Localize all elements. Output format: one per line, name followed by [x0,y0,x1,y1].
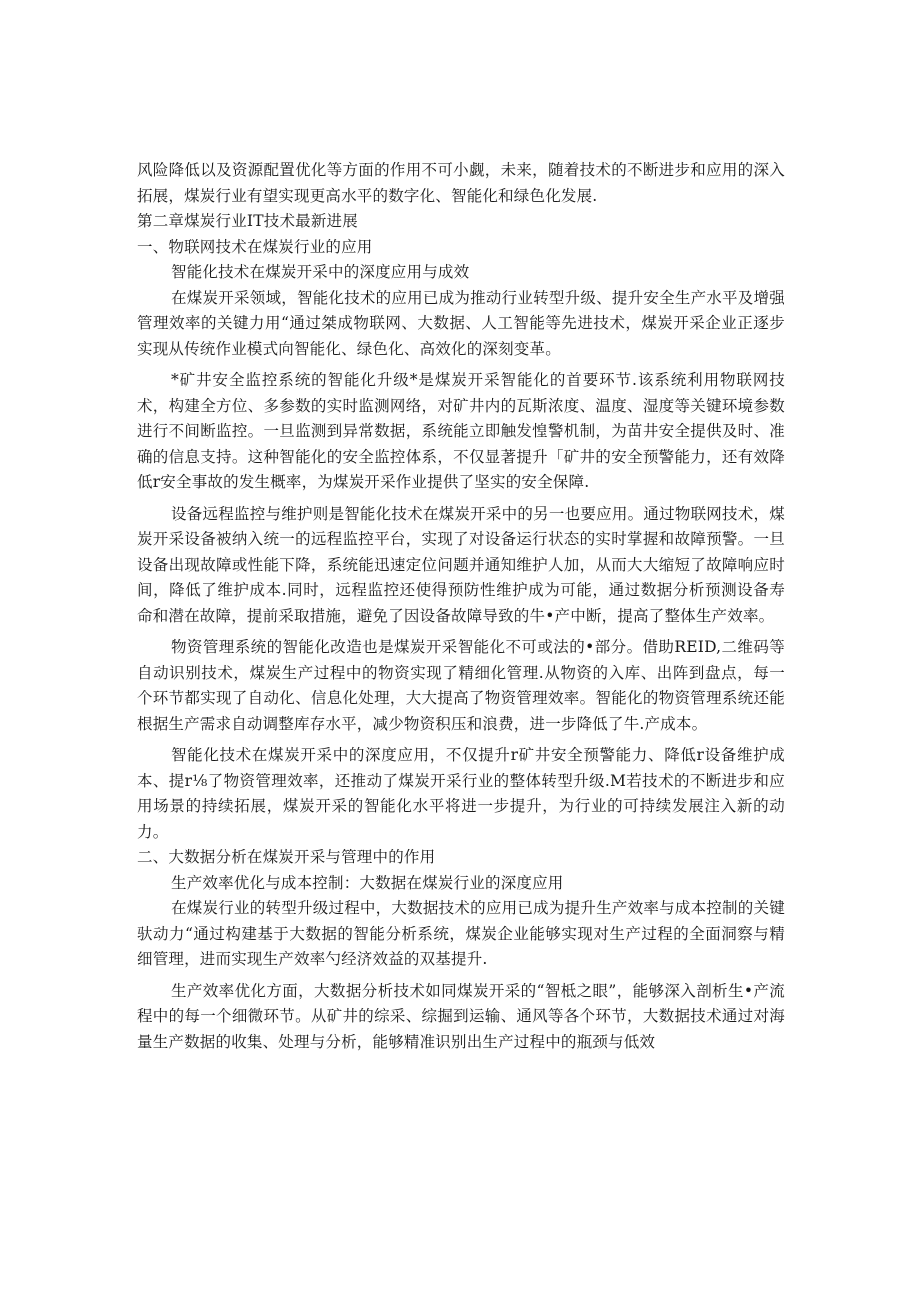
subsection-heading-intelligent-mining: 智能化技术在煤炭开采中的深度应用与成效 [171,263,470,281]
paragraph-material-management: 物资管理系统的智能化改造也是煤炭开采智能化不可或法的•部分。借助REID,二维码等自动识别技术，煤炭生产过程中的物资实现了精细化管理.从物资的入库、出阵到盘点，每一个环节都实现了自动化、信息化处理，大大提高了物资管理效率。智能化的物资管理系统还能根据生产需求自动调整库存水平，减少物资积压和浪费，进一步降低了牛.产成本。 [137,638,785,733]
paragraph-efficiency-optimization: 生产效率优化方面，大数据分析技术如同煤炭开采的“智柢之眼”，能够深入剖析生•产流程中的每一个细微环节。从矿井的综采、综掘到运输、通风等各个环节，大数据技术通过对海量生产数据的收集、处理与分析，能够精准识别出生产过程中的瓶颈与低效 [137,981,785,1051]
section-heading-iot: 一、物联网技术在煤炭行业的应用 [137,237,373,256]
chapter-title: 第二章煤炭行业IT技术最新进展 [137,212,358,230]
paragraph-summary: 智能化技术在煤炭开采中的深度应用，不仅提升r矿井安全预警能力、降低r设备维护成本、提r⅛了物资管理效率，还推动了煤炭开采行业的整体转型升级.M若技术的不断进步和应用场景的持续拓展，煤炭开采的智能化水平将进一步提升，为行业的可持续发展注入新的动力。 [137,746,785,841]
paragraph-safety-monitoring: *矿井安全监控系统的智能化升级*是煤炭开采智能化的首要环节.该系统利用物联网技术，构建全方位、多参数的实时监测网络，对矿井内的瓦斯浓度、温度、湿度等关键环境参数进行不间断监控。一旦监测到异常数据，系统能立即触发惶警机制，为苗井安全提供及时、准确的信息支持。这种智能化的安全监控体系，不仅显著提升「矿井的安全预警能力，还有效降低r安全事故的发生概率，为煤炭开采作业提供了坚实的安全保障. [137,371,785,491]
paragraph-big-data-intro: 在煤炭行业的转型升级过程中，大数据技术的应用已成为提升生产效率与成本控制的关键驮动力“通过构建基于大数据的智能分析系统，煤炭企业能够实现对生产过程的全面洞察与精细管理，进而实现生产效率勺经济效益的双基提升. [137,899,785,968]
paragraph-mining-overview: 在煤炭开采领域，智能化技术的应用已成为推动行业转型升级、提升安全生产水平及增强管理效率的关键力用“通过桀成物联网、大数据、人工智能等先进技术，煤炭开采企业正逐步实现从传统作业模式向智能化、绿色化、高效化的深刻变革。 [137,288,785,358]
section-heading-big-data: 二、大数据分析在煤炭开采与管理中的作用 [137,848,436,866]
paragraph-intro-continuation: 风险降低以及资源配置优化等方面的作用不可小觑，未来，随着技术的不断进步和应用的深入拓展，煤炭行业有望实现更高水平的数字化、智能化和绿色化发展. [137,161,785,205]
paragraph-remote-maintenance: 设备远程监控与维护则是智能化技术在煤炭开采中的另一也要应用。通过物联网技术，煤炭开采设备被纳入统一的远程监控平台，实现了对设备运行状态的实时掌握和故障预警。一旦设备出现故障或性能下降，系统能迅速定位问题并通知维护人加，从而大大缩短了故障响应时间，降低了维护成本.同时，远程监控还使得预防性维护成为可能，通过数据分析预测设备寿命和潜在故障，提前采取措施，避免了因设备故障导致的牛•产中断，提高了整体生产效率。 [137,504,785,625]
subsection-heading-efficiency: 生产效率优化与成本控制：大数据在煤炭行业的深度应用 [171,873,564,892]
